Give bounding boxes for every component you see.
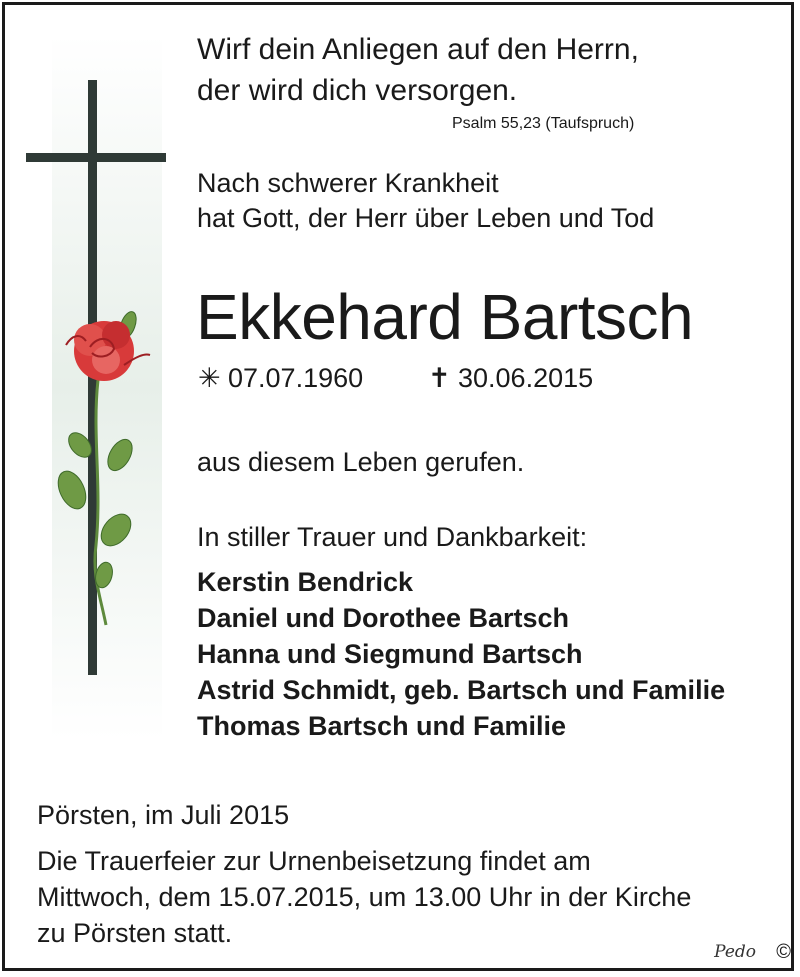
intro-line-2: hat Gott, der Herr über Leben und Tod [197,203,655,233]
announcement-line-1: Die Trauerfeier zur Urnenbeisetzung findet am [37,846,591,876]
announcement-line-3: zu Pörsten statt. [37,918,233,948]
mourner-name: Astrid Schmidt, geb. Bartsch und Familie [197,675,726,705]
deceased-name: Ekkehard Bartsch [196,281,694,353]
life-dates [198,363,594,394]
mourner-name: Daniel und Dorothee Bartsch [197,603,570,633]
death-entry [428,363,593,394]
cross-rose-illustration [20,35,180,740]
designer-signature: Pedo [714,942,756,962]
intro-line-1: Nach schwerer Krankheit [197,168,499,198]
mourners-heading: In stiller Trauer und Dankbarkeit: [197,522,588,552]
place-date: Pörsten, im Juli 2015 [37,800,290,830]
mourner-name: Thomas Bartsch und Familie [197,711,567,741]
mourner-name: Kerstin Bendrick [197,567,414,597]
verse-line-2: der wird dich versorgen. [197,74,518,107]
copyright-icon: © [776,941,791,963]
birth-date: 07.07.1960 [228,363,364,393]
announcement-line-2: Mittwoch, dem 15.07.2015, um 13.00 Uhr in der Kirche [37,882,692,912]
death-date: 30.06.2015 [458,363,594,393]
called-text: aus diesem Leben gerufen. [197,447,525,477]
birth-star-icon: ✳ [198,363,221,393]
illustration-background [52,35,162,740]
verse-line-1: Wirf dein Anliegen auf den Herrn, [197,33,639,66]
death-cross-icon: ✝ [428,363,451,393]
verse-reference: Psalm 55,23 (Taufspruch) [452,115,635,132]
mourner-name: Hanna und Siegmund Bartsch [197,639,583,669]
